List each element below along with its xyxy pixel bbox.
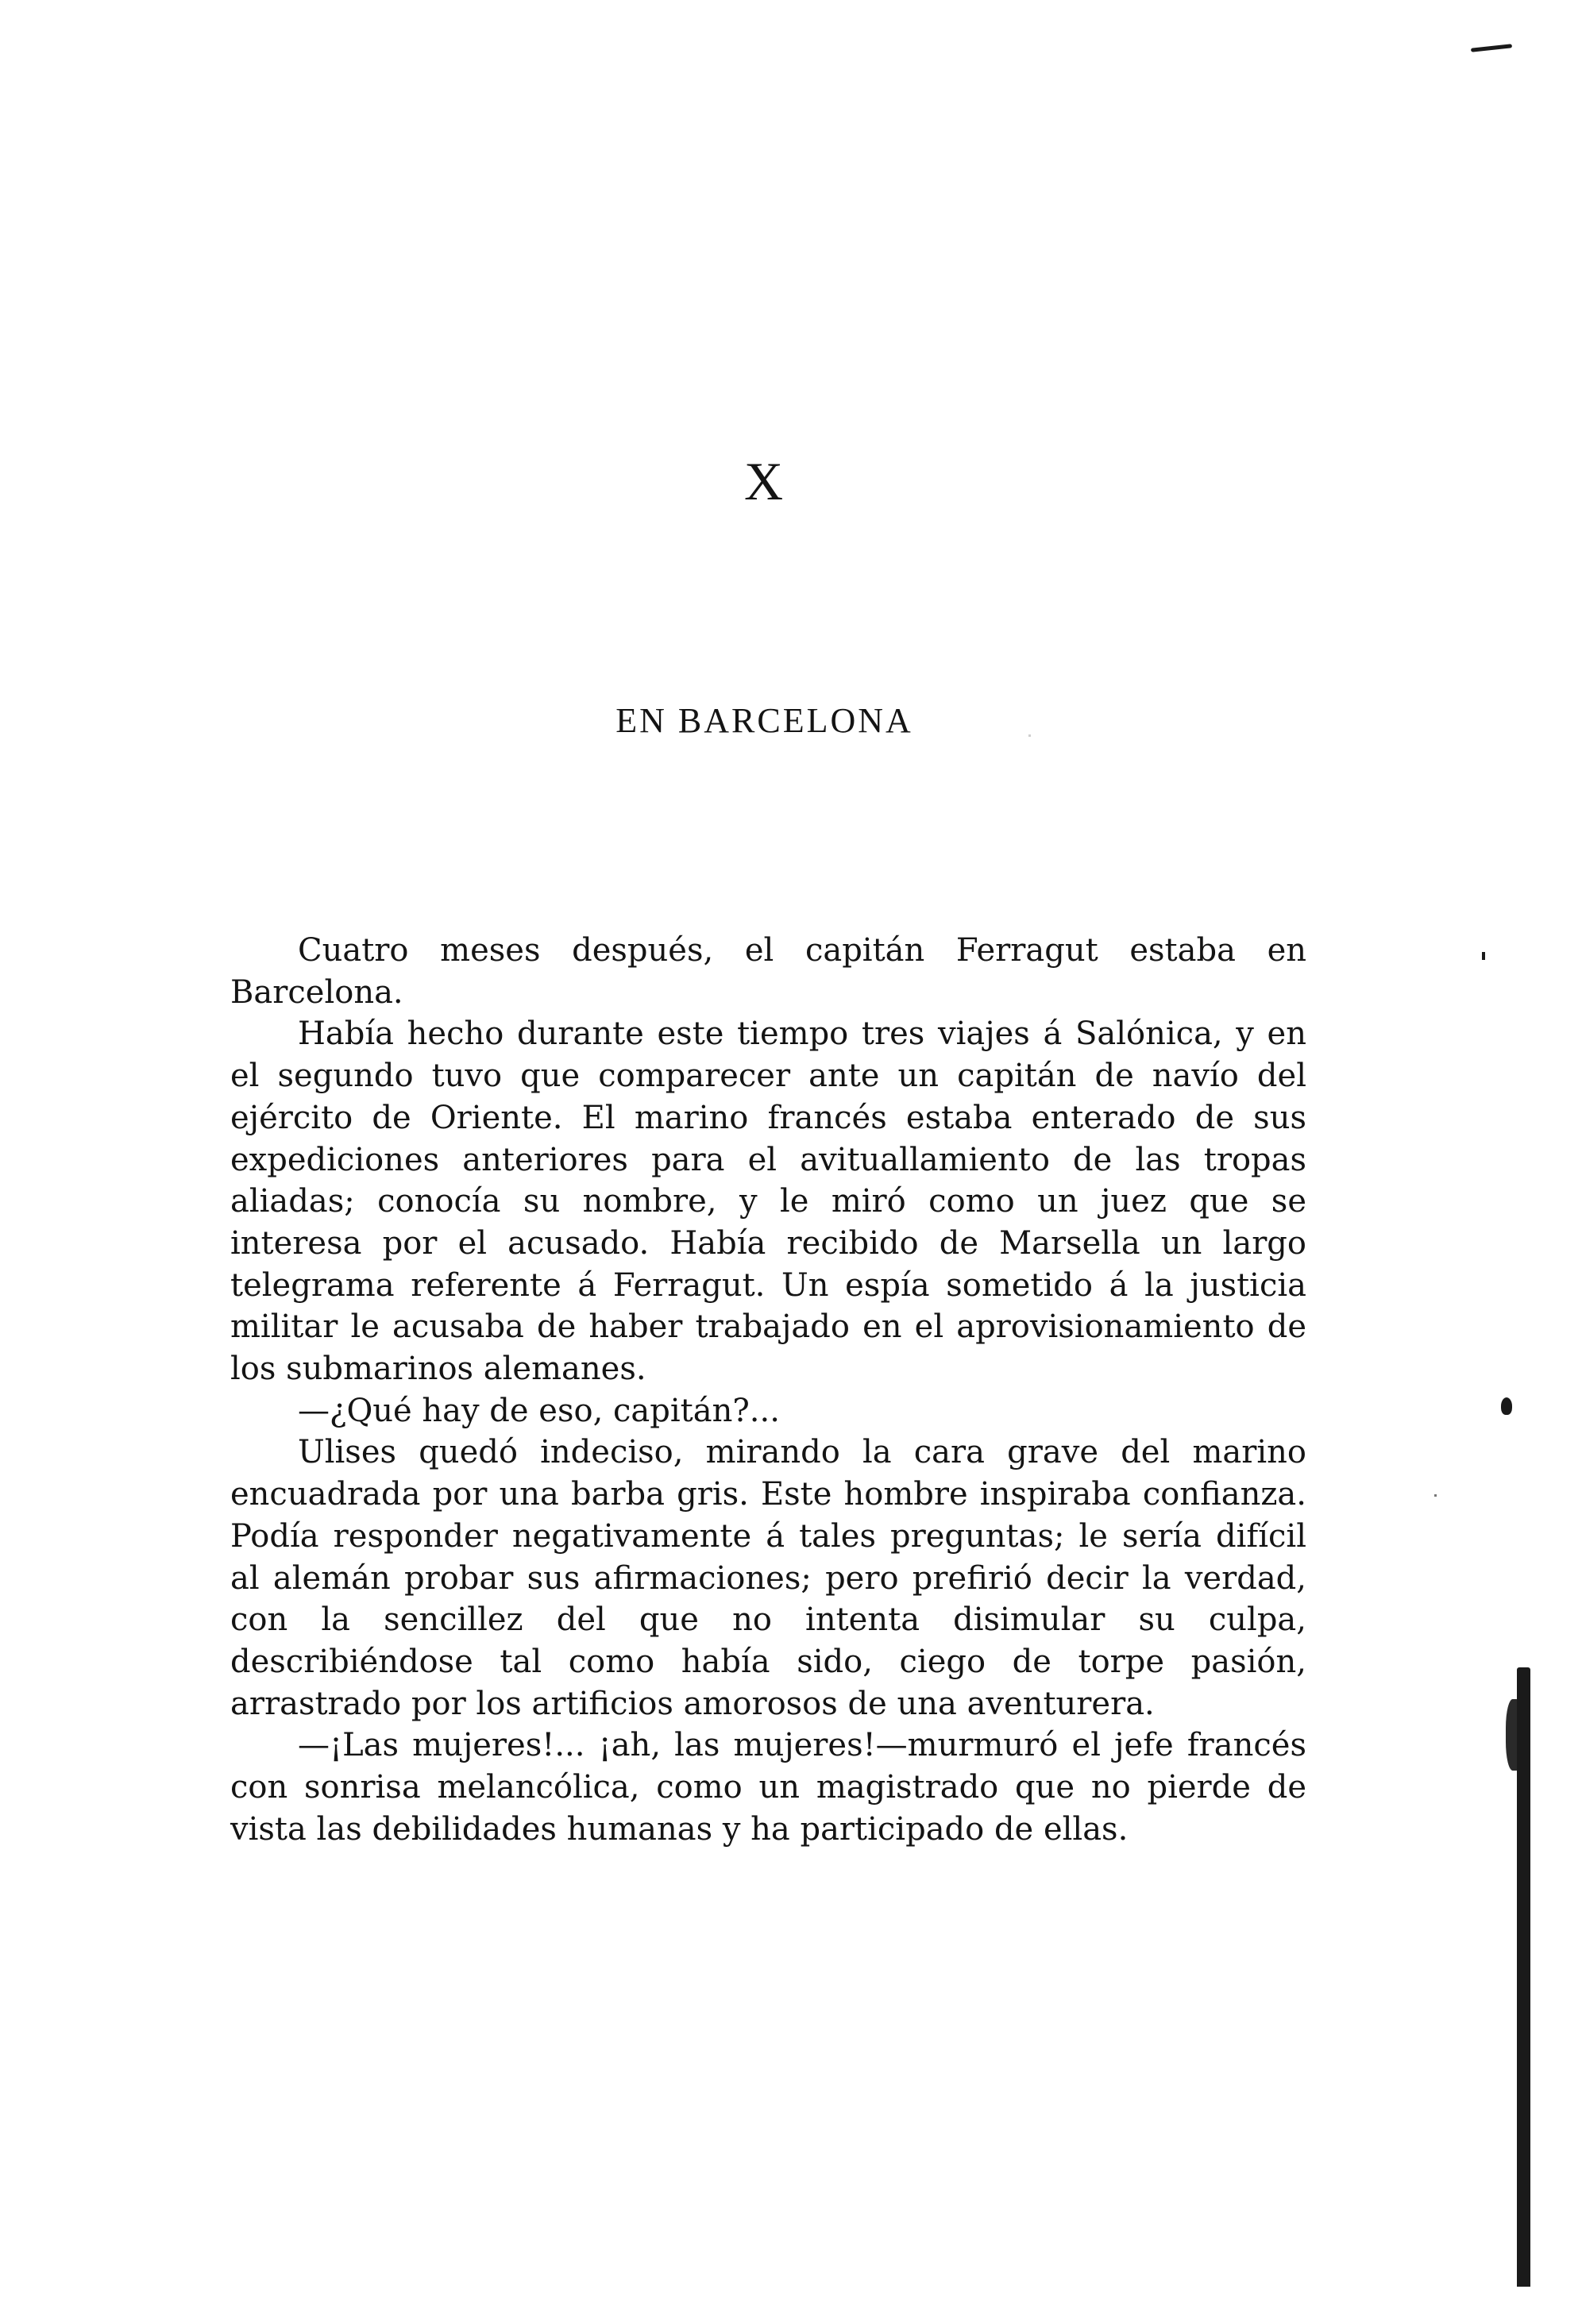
paragraph: Había hecho durante este tiempo tres viajes á Salónica, y en el segundo tuvo que comparecer ante un capitán de navío del ejército de Oriente. El marino francés estaba enterado de sus expediciones anteriores para el avituallamiento de las tropas aliadas; conocía su nombre, y le miró como un juez que se interesa por el acusado. Había recibido de Marsella un largo telegrama referente á Ferragut. Un espía sometido á la justicia militar le acusaba de haber trabajado en el aprovisionamiento de los submarinos alemanes. bbox=[230, 1016, 1306, 1388]
paragraph: Ulises quedó indeciso, mirando la cara grave del marino encuadrada por una barba gris. Este hombre inspiraba confianza. Podía responder negativamente á tales preguntas; le sería difícil al alemán probar sus afirmaciones; pero prefirió decir la verdad, con la sencillez del que no intenta disimular su culpa, describiéndose tal como había sido, ciego de torpe pasión, arrastrado por los artificios amorosos de una aventurera. bbox=[230, 1434, 1306, 1722]
paragraph: —¿Qué hay de eso, capitán?... bbox=[298, 1392, 780, 1429]
ink-blot bbox=[1501, 1397, 1512, 1415]
scan-mark bbox=[1471, 44, 1512, 52]
page-edge-shadow bbox=[1517, 1667, 1530, 2287]
paragraph: Cuatro meses después, el capitán Ferragut estaba en Barcelona. bbox=[230, 932, 1306, 1011]
paragraph: —¡Las mujeres!... ¡ah, las mujeres!—murmuró el jefe francés con sonrisa melancólica, como un magistrado que no pierde de vista las debilidades humanas y ha participado de ellas. bbox=[230, 1727, 1306, 1848]
scan-dot bbox=[1434, 1494, 1437, 1497]
chapter-body bbox=[230, 930, 1306, 1850]
chapter-number: X bbox=[743, 451, 785, 511]
scan-dot bbox=[1482, 952, 1485, 960]
chapter-title: EN BARCELONA bbox=[615, 701, 913, 740]
